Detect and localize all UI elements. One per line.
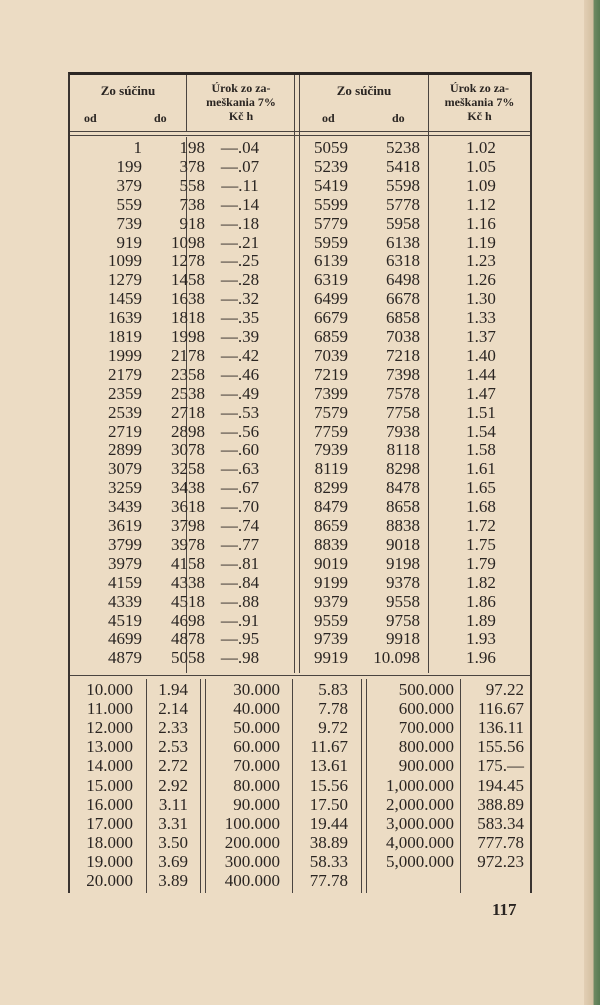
table-row bbox=[70, 423, 530, 442]
table-cell: 19.44 bbox=[309, 813, 348, 833]
table-cell: 379 bbox=[116, 175, 142, 195]
table-cell: —.28 bbox=[220, 270, 260, 290]
table-cell: 8478 bbox=[386, 478, 420, 498]
table-cell: 378 bbox=[179, 156, 205, 176]
table-cell: 40.000 bbox=[233, 699, 280, 719]
table-cell: 9019 bbox=[314, 553, 348, 573]
table-cell: 9559 bbox=[314, 610, 348, 630]
table-cell: 1.79 bbox=[466, 553, 496, 573]
table-cell: 7.78 bbox=[318, 699, 348, 719]
table-cell: 4338 bbox=[171, 572, 205, 592]
header-interest-line1: Úrok zo za- bbox=[211, 81, 271, 95]
table-cell: —.11 bbox=[221, 175, 259, 195]
table-cell: 15.56 bbox=[309, 775, 348, 795]
table-cell: 5599 bbox=[314, 194, 348, 214]
table-cell: 1638 bbox=[171, 289, 205, 309]
table-cell: 5,000.000 bbox=[386, 851, 454, 871]
table-cell: 6138 bbox=[386, 232, 420, 252]
table-cell: 800.000 bbox=[398, 737, 454, 757]
table-cell: —.63 bbox=[220, 459, 260, 479]
header-interest-left bbox=[187, 75, 295, 131]
table-row bbox=[70, 252, 530, 271]
table-cell: 18.000 bbox=[86, 832, 133, 852]
table-cell: 3979 bbox=[108, 553, 142, 573]
table-cell: 900.000 bbox=[398, 756, 454, 776]
table-cell: 972.23 bbox=[477, 851, 524, 871]
table-cell: 5779 bbox=[314, 213, 348, 233]
table-cell: 3619 bbox=[108, 516, 142, 535]
table-cell: 17.50 bbox=[309, 794, 348, 814]
table-cell: 7579 bbox=[314, 402, 348, 422]
table-cell: 1.72 bbox=[466, 516, 496, 535]
table-cell: 9558 bbox=[386, 591, 420, 611]
header-divider bbox=[70, 135, 530, 136]
table-cell: 14.000 bbox=[86, 756, 133, 776]
table-cell: 7399 bbox=[314, 383, 348, 403]
table-row bbox=[70, 555, 530, 574]
table-cell: 8118 bbox=[386, 440, 420, 460]
table-cell: 1279 bbox=[108, 270, 142, 290]
table-row bbox=[70, 815, 530, 834]
table-cell: 559 bbox=[116, 194, 142, 214]
table-cell: 3258 bbox=[171, 459, 205, 479]
table-cell: —.91 bbox=[220, 610, 260, 630]
table-row bbox=[70, 271, 530, 290]
table-cell: 3,000.000 bbox=[386, 813, 454, 833]
table-cell: 100.000 bbox=[224, 813, 280, 833]
table-cell: 1.30 bbox=[466, 289, 496, 309]
table-row bbox=[70, 177, 530, 196]
table-row bbox=[70, 139, 530, 158]
table-cell: 6499 bbox=[314, 289, 348, 309]
table-cell: 6679 bbox=[314, 308, 348, 328]
table-row bbox=[70, 719, 530, 738]
table-row bbox=[70, 460, 530, 479]
table-cell: 5418 bbox=[386, 156, 420, 176]
table-cell: —.42 bbox=[220, 345, 260, 365]
table-cell: 8658 bbox=[386, 497, 420, 517]
table-cell: 175.— bbox=[477, 756, 524, 776]
table-row bbox=[70, 366, 530, 385]
table-cell: —.21 bbox=[220, 232, 260, 252]
table-cell: 2.14 bbox=[158, 699, 188, 719]
table-cell: 10.098 bbox=[373, 648, 420, 668]
table-cell: 5.83 bbox=[318, 680, 348, 699]
table-cell: 8299 bbox=[314, 478, 348, 498]
table-cell: 7938 bbox=[386, 421, 420, 441]
table-cell: 1.94 bbox=[158, 680, 188, 699]
table-cell: —.98 bbox=[220, 648, 260, 668]
table-cell: 4,000.000 bbox=[386, 832, 454, 852]
table-cell: 116.67 bbox=[477, 699, 524, 719]
header-title: Zo súčinu bbox=[100, 83, 156, 98]
table-row bbox=[70, 328, 530, 347]
table-cell: 4699 bbox=[108, 629, 142, 649]
table-cell: 9199 bbox=[314, 572, 348, 592]
table-cell: —.14 bbox=[220, 194, 260, 214]
column-divider bbox=[186, 75, 187, 131]
table-cell: 2898 bbox=[171, 421, 205, 441]
table-cell: 4519 bbox=[108, 610, 142, 630]
table-cell: 918 bbox=[179, 213, 205, 233]
table-cell: —.04 bbox=[220, 138, 260, 157]
table-cell: 919 bbox=[116, 232, 142, 252]
table-cell: 155.56 bbox=[477, 737, 524, 757]
table-cell: 6498 bbox=[386, 270, 420, 290]
header-title: Zo súčinu bbox=[336, 83, 392, 98]
table-cell: 11.67 bbox=[310, 737, 348, 757]
table-cell: 11.000 bbox=[86, 699, 133, 719]
table-cell: 8479 bbox=[314, 497, 348, 517]
table-cell: 1.33 bbox=[466, 308, 496, 328]
header-interest-line2: meškania 7% bbox=[444, 95, 515, 109]
header-from: od bbox=[84, 111, 97, 125]
table-cell: 1.19 bbox=[466, 232, 496, 252]
table-cell: —.77 bbox=[220, 534, 260, 554]
table-cell: 5238 bbox=[386, 138, 420, 157]
table-cell: 583.34 bbox=[477, 813, 524, 833]
table-cell: 3.89 bbox=[158, 871, 188, 890]
table-row bbox=[70, 536, 530, 555]
table-cell: 1.93 bbox=[466, 629, 496, 649]
table-cell: —.18 bbox=[220, 213, 260, 233]
table-cell: —.81 bbox=[220, 553, 260, 573]
table-cell: 7039 bbox=[314, 345, 348, 365]
header-to: do bbox=[392, 111, 405, 125]
table-cell: 17.000 bbox=[86, 813, 133, 833]
table-cell: 3978 bbox=[171, 534, 205, 554]
table-cell: 2178 bbox=[171, 345, 205, 365]
table-cell: 19.000 bbox=[86, 851, 133, 871]
table-cell: 3.69 bbox=[158, 851, 188, 871]
table-cell: 12.000 bbox=[86, 718, 133, 738]
table-cell: —.35 bbox=[220, 308, 260, 328]
table-row bbox=[70, 479, 530, 498]
table-cell: 6319 bbox=[314, 270, 348, 290]
table-cell: 1 bbox=[133, 138, 142, 157]
table-cell: 3.11 bbox=[158, 794, 188, 814]
table-cell: 8838 bbox=[386, 516, 420, 535]
table-cell: 1.16 bbox=[466, 213, 496, 233]
table-cell: 4159 bbox=[108, 572, 142, 592]
header-from: od bbox=[322, 111, 335, 125]
table-cell: —.67 bbox=[220, 478, 260, 498]
table-cell: —.53 bbox=[220, 402, 260, 422]
table-cell: 16.000 bbox=[86, 794, 133, 814]
table-cell: 7939 bbox=[314, 440, 348, 460]
table-cell: —.70 bbox=[220, 497, 260, 517]
table-cell: 13.000 bbox=[86, 737, 133, 757]
table-cell: —.88 bbox=[220, 591, 260, 611]
table-cell: 5419 bbox=[314, 175, 348, 195]
table-row bbox=[70, 630, 530, 649]
table-cell: 9378 bbox=[386, 572, 420, 592]
table-cell: 1.82 bbox=[466, 572, 496, 592]
table-cell: 2719 bbox=[108, 421, 142, 441]
table-cell: 8298 bbox=[386, 459, 420, 479]
table-cell: —.95 bbox=[220, 629, 260, 649]
table-cell: 1.40 bbox=[466, 345, 496, 365]
table-header bbox=[70, 75, 530, 131]
table-cell: 4339 bbox=[108, 591, 142, 611]
table-cell: 500.000 bbox=[398, 680, 454, 699]
table-cell: 3618 bbox=[171, 497, 205, 517]
table-cell: 2358 bbox=[171, 364, 205, 384]
table-cell: 1.75 bbox=[466, 534, 496, 554]
table-cell: 700.000 bbox=[398, 718, 454, 738]
table-cell: —.60 bbox=[220, 440, 260, 460]
table-cell: 1.68 bbox=[466, 497, 496, 517]
interest-table bbox=[68, 72, 532, 893]
table-cell: 1999 bbox=[108, 345, 142, 365]
table-cell: 6858 bbox=[386, 308, 420, 328]
table-cell: 58.33 bbox=[309, 851, 348, 871]
table-cell: 558 bbox=[179, 175, 205, 195]
table-cell: 77.78 bbox=[309, 871, 348, 890]
table-cell: 400.000 bbox=[224, 871, 280, 890]
table-cell: —.49 bbox=[220, 383, 260, 403]
table-row bbox=[70, 234, 530, 253]
table-row bbox=[70, 215, 530, 234]
table-cell: 8659 bbox=[314, 516, 348, 535]
table-cell: 3259 bbox=[108, 478, 142, 498]
table-cell: 300.000 bbox=[224, 851, 280, 871]
table-cell: 38.89 bbox=[309, 832, 348, 852]
table-row bbox=[70, 834, 530, 853]
table-cell: 5058 bbox=[171, 648, 205, 668]
table-cell: 10.000 bbox=[86, 680, 133, 699]
table-cell: 200.000 bbox=[224, 832, 280, 852]
book-spine-edge bbox=[584, 0, 600, 1005]
table-cell: 9379 bbox=[314, 591, 348, 611]
table-cell: 1.05 bbox=[466, 156, 496, 176]
table-row bbox=[70, 385, 530, 404]
table-cell: —.56 bbox=[220, 421, 260, 441]
header-divider bbox=[70, 131, 530, 132]
table-cell: —.46 bbox=[220, 364, 260, 384]
table-cell: —.25 bbox=[220, 251, 260, 271]
table-cell: 2.92 bbox=[158, 775, 188, 795]
table-cell: 3.50 bbox=[158, 832, 188, 852]
table-cell: 1.47 bbox=[466, 383, 496, 403]
header-from-product-right bbox=[300, 75, 428, 131]
table-cell: 1.54 bbox=[466, 421, 496, 441]
header-from-product-left bbox=[70, 75, 186, 131]
table-cell: 5059 bbox=[314, 138, 348, 157]
table-cell: 6678 bbox=[386, 289, 420, 309]
table-cell: 1.51 bbox=[466, 402, 496, 422]
table-cell: 1.23 bbox=[466, 251, 496, 271]
table-cell: 6318 bbox=[386, 251, 420, 271]
table-cell: 1639 bbox=[108, 308, 142, 328]
table-cell: 6139 bbox=[314, 251, 348, 271]
table-row bbox=[70, 196, 530, 215]
table-cell: 388.89 bbox=[477, 794, 524, 814]
table-cell: 1.44 bbox=[466, 364, 496, 384]
table-row bbox=[70, 700, 530, 719]
header-to: do bbox=[154, 111, 167, 125]
header-interest-right bbox=[429, 75, 530, 131]
table-cell: 1.86 bbox=[466, 591, 496, 611]
table-cell: 1.02 bbox=[466, 138, 496, 157]
table-cell: 1,000.000 bbox=[386, 775, 454, 795]
table-cell: 1.12 bbox=[466, 194, 496, 214]
table-cell: —.07 bbox=[220, 156, 260, 176]
table-cell: 8119 bbox=[314, 459, 348, 479]
table-cell: 1.09 bbox=[466, 175, 496, 195]
table-cell: 7038 bbox=[386, 327, 420, 346]
table-cell: 1459 bbox=[108, 289, 142, 309]
table-cell: 4879 bbox=[108, 648, 142, 668]
table-row bbox=[70, 777, 530, 796]
table-cell: 3079 bbox=[108, 459, 142, 479]
table-row bbox=[70, 309, 530, 328]
table-cell: 199 bbox=[116, 156, 142, 176]
page-number: 117 bbox=[492, 900, 517, 919]
table-cell: 1.61 bbox=[466, 459, 496, 479]
table-cell: 136.11 bbox=[477, 718, 524, 738]
table-cell: 4158 bbox=[171, 553, 205, 573]
table-cell: 5239 bbox=[314, 156, 348, 176]
table-cell: 90.000 bbox=[233, 794, 280, 814]
table-cell: 3439 bbox=[108, 497, 142, 517]
table-cell: 4698 bbox=[171, 610, 205, 630]
table-row bbox=[70, 738, 530, 757]
table-cell: 60.000 bbox=[233, 737, 280, 757]
table-cell: 1.65 bbox=[466, 478, 496, 498]
table-cell: 2179 bbox=[108, 364, 142, 384]
table-cell: 7758 bbox=[386, 402, 420, 422]
section-divider bbox=[70, 675, 530, 676]
table-cell: 1.58 bbox=[466, 440, 496, 460]
table-row bbox=[70, 347, 530, 366]
table-row bbox=[70, 593, 530, 612]
table-cell: 30.000 bbox=[233, 680, 280, 699]
table-cell: 9018 bbox=[386, 534, 420, 554]
table-cell: 13.61 bbox=[309, 756, 348, 776]
table-cell: 5959 bbox=[314, 232, 348, 252]
table-row bbox=[70, 574, 530, 593]
table-cell: 3798 bbox=[171, 516, 205, 535]
table-cell: 2,000.000 bbox=[386, 794, 454, 814]
table-cell: 194.45 bbox=[477, 775, 524, 795]
table-cell: 3.31 bbox=[158, 813, 188, 833]
table-cell: 3438 bbox=[171, 478, 205, 498]
table-cell: 1458 bbox=[171, 270, 205, 290]
table-row bbox=[70, 441, 530, 460]
table-row bbox=[70, 404, 530, 423]
table-cell: 739 bbox=[116, 213, 142, 233]
table-cell: —.39 bbox=[220, 327, 260, 346]
table-cell: 9758 bbox=[386, 610, 420, 630]
table-cell: 600.000 bbox=[398, 699, 454, 719]
table-cell: —.84 bbox=[220, 572, 260, 592]
table-row bbox=[70, 796, 530, 815]
header-interest-line3: Kč h bbox=[467, 109, 492, 123]
table-cell: 2899 bbox=[108, 440, 142, 460]
table-cell: 50.000 bbox=[233, 718, 280, 738]
table-cell: 2538 bbox=[171, 383, 205, 403]
table-cell: 5778 bbox=[386, 194, 420, 214]
table-row bbox=[70, 158, 530, 177]
table-cell: —.32 bbox=[220, 289, 260, 309]
table-row bbox=[70, 872, 530, 891]
table-cell: 2539 bbox=[108, 402, 142, 422]
table-row bbox=[70, 290, 530, 309]
table-row bbox=[70, 649, 530, 668]
table-cell: 198 bbox=[179, 138, 205, 157]
table-cell: 9919 bbox=[314, 648, 348, 668]
table-cell: 7578 bbox=[386, 383, 420, 403]
header-interest-line2: meškania 7% bbox=[206, 95, 276, 109]
table-cell: 3078 bbox=[171, 440, 205, 460]
table-row bbox=[70, 517, 530, 536]
table-cell: 2359 bbox=[108, 383, 142, 403]
table-row bbox=[70, 853, 530, 872]
header-interest-line1: Úrok zo za- bbox=[449, 81, 510, 95]
table-row bbox=[70, 681, 530, 700]
table-cell: 9.72 bbox=[318, 718, 348, 738]
table-cell: 1098 bbox=[171, 232, 205, 252]
table-cell: 1819 bbox=[108, 327, 142, 346]
header-interest-line3: Kč h bbox=[228, 109, 254, 123]
table-cell: 7759 bbox=[314, 421, 348, 441]
table-cell: 9918 bbox=[386, 629, 420, 649]
table-cell: 15.000 bbox=[86, 775, 133, 795]
table-row bbox=[70, 612, 530, 631]
table-cell: 7219 bbox=[314, 364, 348, 384]
table-cell: 1.26 bbox=[466, 270, 496, 290]
table-cell: 2.53 bbox=[158, 737, 188, 757]
table-cell: 1.96 bbox=[466, 648, 496, 668]
table-cell: 2.72 bbox=[158, 756, 188, 776]
table-cell: 2718 bbox=[171, 402, 205, 422]
table-cell: —.74 bbox=[220, 516, 260, 535]
table-cell: 4878 bbox=[171, 629, 205, 649]
table-cell: 7218 bbox=[386, 345, 420, 365]
table-cell: 8839 bbox=[314, 534, 348, 554]
table-cell: 6859 bbox=[314, 327, 348, 346]
table-cell: 20.000 bbox=[86, 871, 133, 890]
table-cell: 3799 bbox=[108, 534, 142, 554]
table-cell: 5598 bbox=[386, 175, 420, 195]
table-row bbox=[70, 757, 530, 776]
table-row bbox=[70, 498, 530, 517]
table-cell: 2.33 bbox=[158, 718, 188, 738]
table-cell: 777.78 bbox=[477, 832, 524, 852]
table-cell: 738 bbox=[179, 194, 205, 214]
table-cell: 70.000 bbox=[233, 756, 280, 776]
table-cell: 1818 bbox=[171, 308, 205, 328]
table-cell: 1998 bbox=[171, 327, 205, 346]
table-cell: 1.37 bbox=[466, 327, 496, 346]
table-cell: 4518 bbox=[171, 591, 205, 611]
table-cell: 1099 bbox=[108, 251, 142, 271]
table-cell: 97.22 bbox=[485, 680, 524, 699]
table-cell: 1.89 bbox=[466, 610, 496, 630]
table-cell: 1278 bbox=[171, 251, 205, 271]
table-cell: 5958 bbox=[386, 213, 420, 233]
table-cell: 9198 bbox=[386, 553, 420, 573]
table-cell: 7398 bbox=[386, 364, 420, 384]
table-cell: 9739 bbox=[314, 629, 348, 649]
table-cell: 80.000 bbox=[233, 775, 280, 795]
